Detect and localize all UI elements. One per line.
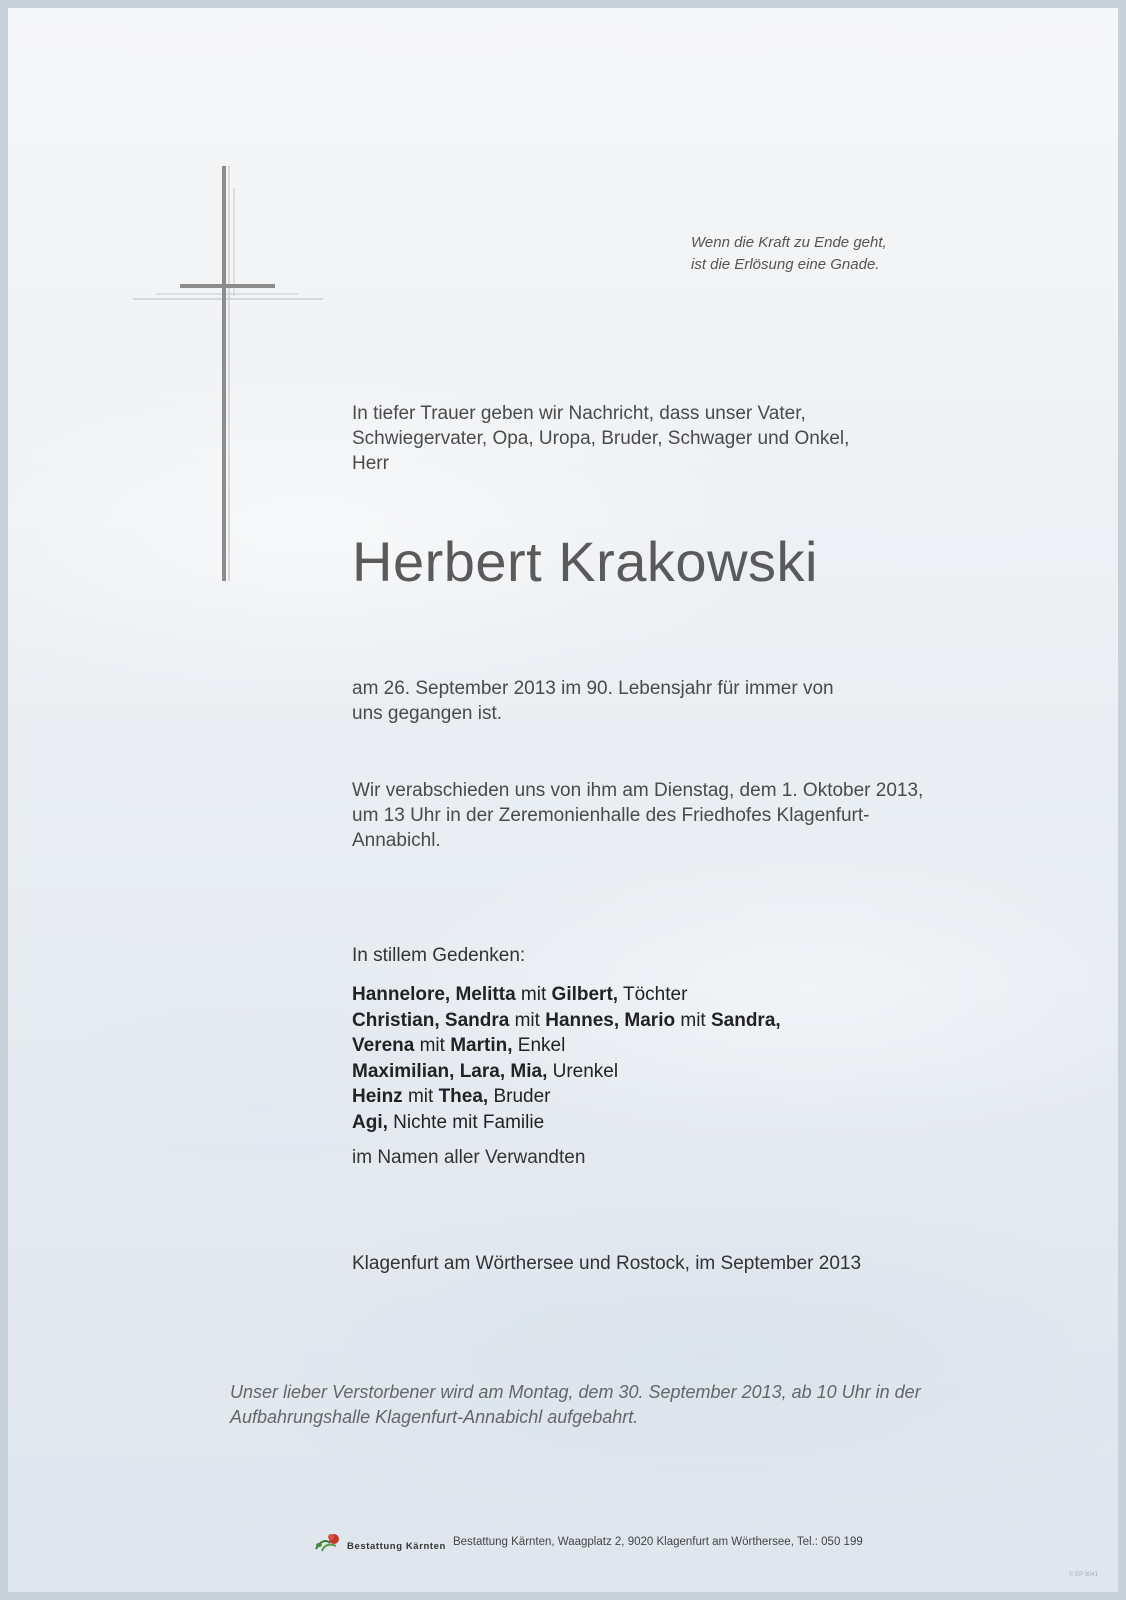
motto-line: ist die Erlösung eine Gnade. — [691, 256, 880, 273]
mourner-names: Maximilian, Lara, Mia, — [352, 1060, 548, 1082]
funeral-notice-line: Wir verabschieden uns von ihm am Dienstag, dem 1. Oktober 2013, — [352, 780, 924, 801]
cross-icon — [133, 166, 323, 581]
mourner-row — [352, 1059, 781, 1085]
mourner-names: Heinz — [352, 1086, 403, 1107]
intro-line: In tiefer Trauer geben wir Nachricht, dass unser Vater, — [352, 403, 806, 424]
mourner-names: Martin, — [450, 1035, 513, 1056]
funeral-home-logo — [314, 1531, 446, 1553]
mourner-connector: mit — [515, 984, 552, 1005]
flower-logo-icon — [314, 1531, 344, 1553]
mourner-names: Sandra, — [710, 1009, 781, 1031]
viewing-notice — [230, 1380, 921, 1430]
viewing-notice-line: Aufbahrungshalle Klagenfurt-Annabichl aufgebahrt. — [230, 1407, 639, 1427]
death-notice-line: uns gegangen ist. — [352, 703, 503, 724]
motto-quote — [691, 232, 887, 276]
cross-beam-horizontal — [180, 284, 275, 288]
mourner-row — [352, 1033, 781, 1059]
mourner-relation: Nichte mit Familie — [387, 1111, 545, 1133]
mourner-relation: Bruder — [488, 1086, 551, 1107]
mourner-names: Thea, — [438, 1086, 489, 1107]
death-notice-line: am 26. September 2013 im 90. Lebensjahr für immer von — [352, 678, 834, 699]
intro-line: Schwiegervater, Opa, Uropa, Bruder, Schwager und Onkel, — [352, 428, 850, 449]
memory-title: In stillem Gedenken: — [352, 945, 526, 966]
funeral-notice — [352, 778, 923, 853]
intro-line: Herr — [352, 453, 389, 474]
mourner-connector: mit — [402, 1086, 439, 1107]
mourner-names: Verena — [352, 1035, 415, 1056]
mourner-row — [352, 1084, 781, 1110]
death-notice — [352, 676, 834, 726]
mourners-list — [352, 982, 781, 1135]
mourner-names: Agi, — [352, 1111, 388, 1133]
funeral-notice-line: um 13 Uhr in der Zeremonienhalle des Friedhofes Klagenfurt- — [352, 805, 870, 826]
mourner-relation: Töchter — [618, 984, 688, 1005]
cross-beam-vertical — [222, 166, 226, 581]
motto-line: Wenn die Kraft zu Ende geht, — [691, 234, 887, 251]
funeral-notice-line: Annabichl. — [352, 830, 441, 851]
deceased-name: Herbert Krakowski — [352, 530, 818, 593]
intro-text — [352, 401, 992, 476]
footer — [314, 1530, 863, 1554]
mourner-connector: mit — [675, 1009, 711, 1031]
viewing-notice-line: Unser lieber Verstorbener wird am Montag, dem 30. September 2013, ab 10 Uhr in der — [230, 1382, 921, 1402]
mourner-row — [352, 1110, 781, 1136]
mourner-connector: mit — [509, 1009, 546, 1031]
mourner-relation: Enkel — [512, 1035, 566, 1056]
mourner-relation: Urenkel — [547, 1060, 619, 1082]
mourner-names: Hannes, Mario — [545, 1009, 676, 1031]
logo-text: Bestattung Kärnten — [347, 1540, 446, 1552]
place-date: Klagenfurt am Wörthersee und Rostock, im September 2013 — [352, 1253, 862, 1274]
print-code: © EP 9041 — [1069, 1572, 1098, 1578]
footer-address: Bestattung Kärnten, Waagplatz 2, 9020 Klagenfurt am Wörthersee, Tel.: 050 199 — [452, 1536, 863, 1548]
mourner-names: Christian, Sandra — [352, 1009, 510, 1031]
mourner-row — [352, 982, 781, 1008]
mourner-names: Hannelore, Melitta — [352, 984, 516, 1005]
mourner-row — [352, 1008, 781, 1034]
on-behalf-text: im Namen aller Verwandten — [352, 1147, 586, 1168]
mourner-connector: mit — [414, 1035, 451, 1056]
mourner-names: Gilbert, — [551, 984, 619, 1005]
